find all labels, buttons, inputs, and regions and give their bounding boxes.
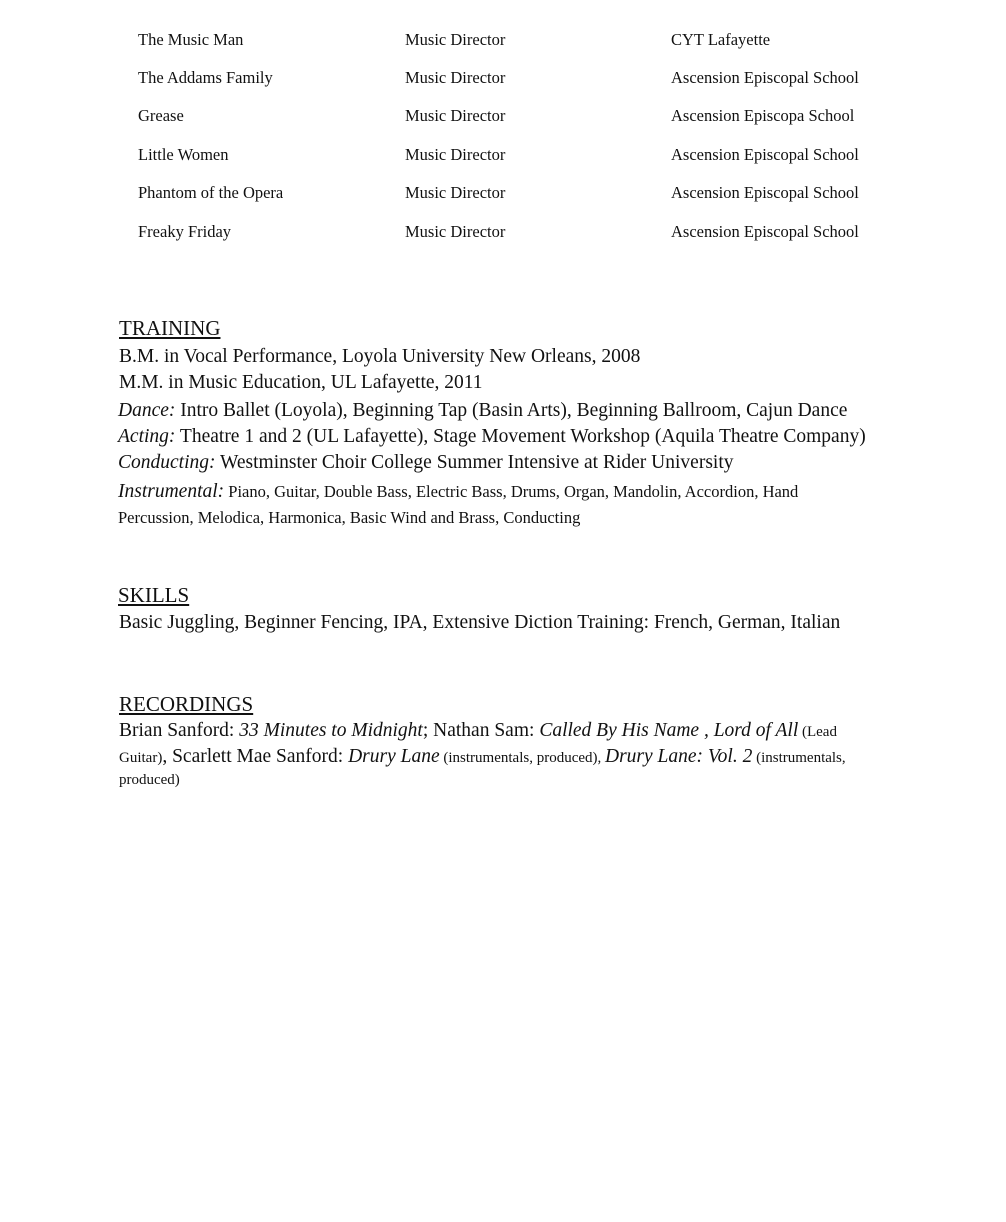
- credit-show: The Addams Family: [138, 68, 273, 87]
- conducting-label: Conducting:: [118, 452, 216, 473]
- credit-company: Ascension Episcopal School: [671, 68, 859, 87]
- credit-row: [0, 222, 1006, 252]
- credit-role: Music Director: [405, 183, 506, 202]
- recording-note: produced): [119, 772, 180, 788]
- acting-text: Theatre 1 and 2 (UL Lafayette), Stage Movement Workshop (Aquila Theatre Company): [175, 426, 866, 447]
- credit-show: Grease: [138, 106, 184, 125]
- recordings-line-3: [119, 772, 180, 789]
- credit-company: CYT Lafayette: [671, 30, 771, 49]
- credit-row: [0, 30, 1006, 60]
- recording-note: (instrumentals, produced),: [439, 750, 605, 766]
- training-degree-mm: [119, 372, 483, 394]
- credit-role: Music Director: [405, 222, 506, 241]
- training-instrumental-cont: [118, 508, 580, 528]
- training-instrumental: [118, 481, 798, 503]
- recordings-heading: RECORDINGS: [119, 692, 254, 716]
- acting-label: Acting:: [118, 426, 176, 447]
- instrumental-label: Instrumental:: [118, 481, 225, 502]
- training-acting: [118, 426, 866, 448]
- credit-company: Ascension Episcopa School: [671, 106, 855, 125]
- degree-text: M.M. in Music Education, UL Lafayette, 2011: [119, 372, 483, 393]
- credit-role: Music Director: [405, 68, 506, 87]
- recordings-line-1: [119, 720, 837, 742]
- training-degree-bm: [119, 346, 640, 368]
- dance-label: Dance:: [118, 400, 176, 421]
- credit-company: Ascension Episcopal School: [671, 183, 859, 202]
- conducting-text: Westminster Choir College Summer Intensive at Rider University: [215, 452, 734, 473]
- skills-text: Basic Juggling, Beginner Fencing, IPA, Extensive Diction Training: French, German, Italian: [119, 612, 841, 633]
- training-dance: [118, 400, 847, 422]
- recording-album: Drury Lane: Vol. 2: [605, 746, 753, 767]
- recording-album: Drury Lane: [348, 746, 440, 767]
- credit-row: [0, 106, 1006, 136]
- credit-role: Music Director: [405, 106, 506, 125]
- credit-role: Music Director: [405, 30, 506, 49]
- credit-row: [0, 145, 1006, 175]
- credit-company: Ascension Episcopal School: [671, 222, 859, 241]
- credit-role: Music Director: [405, 145, 506, 164]
- training-conducting: [118, 452, 734, 474]
- training-heading: TRAINING: [119, 316, 221, 340]
- recording-album: 33 Minutes to Midnight: [239, 720, 423, 741]
- instrumental-text: Percussion, Melodica, Harmonica, Basic Wind and Brass, Conducting: [118, 508, 581, 527]
- recording-artist: ; Nathan Sam:: [422, 720, 540, 741]
- recording-artist: Brian Sanford:: [119, 720, 240, 741]
- credit-show: Freaky Friday: [138, 222, 232, 241]
- dance-text: Intro Ballet (Loyola), Beginning Tap (Basin Arts), Beginning Ballroom, Cajun Dance: [175, 400, 848, 421]
- credit-row: [0, 183, 1006, 213]
- credit-show: Little Women: [138, 145, 229, 164]
- degree-text: B.M. in Vocal Performance, Loyola University New Orleans, 2008: [119, 346, 641, 367]
- recording-note: (Lead: [798, 724, 837, 740]
- credit-show: The Music Man: [138, 30, 244, 49]
- recording-artist: , Scarlett Mae Sanford:: [162, 746, 349, 767]
- recording-album: Called By His Name , Lord of All: [539, 720, 799, 741]
- credit-show: Phantom of the Opera: [138, 183, 284, 202]
- skills-heading: SKILLS: [118, 583, 190, 607]
- credit-row: [0, 68, 1006, 98]
- recording-note: (instrumentals,: [752, 750, 846, 766]
- recording-note: Guitar): [119, 750, 163, 766]
- recordings-line-2: [119, 746, 846, 768]
- instrumental-text: Piano, Guitar, Double Bass, Electric Bass, Drums, Organ, Mandolin, Accordion, Hand: [224, 482, 799, 501]
- credit-company: Ascension Episcopal School: [671, 145, 859, 164]
